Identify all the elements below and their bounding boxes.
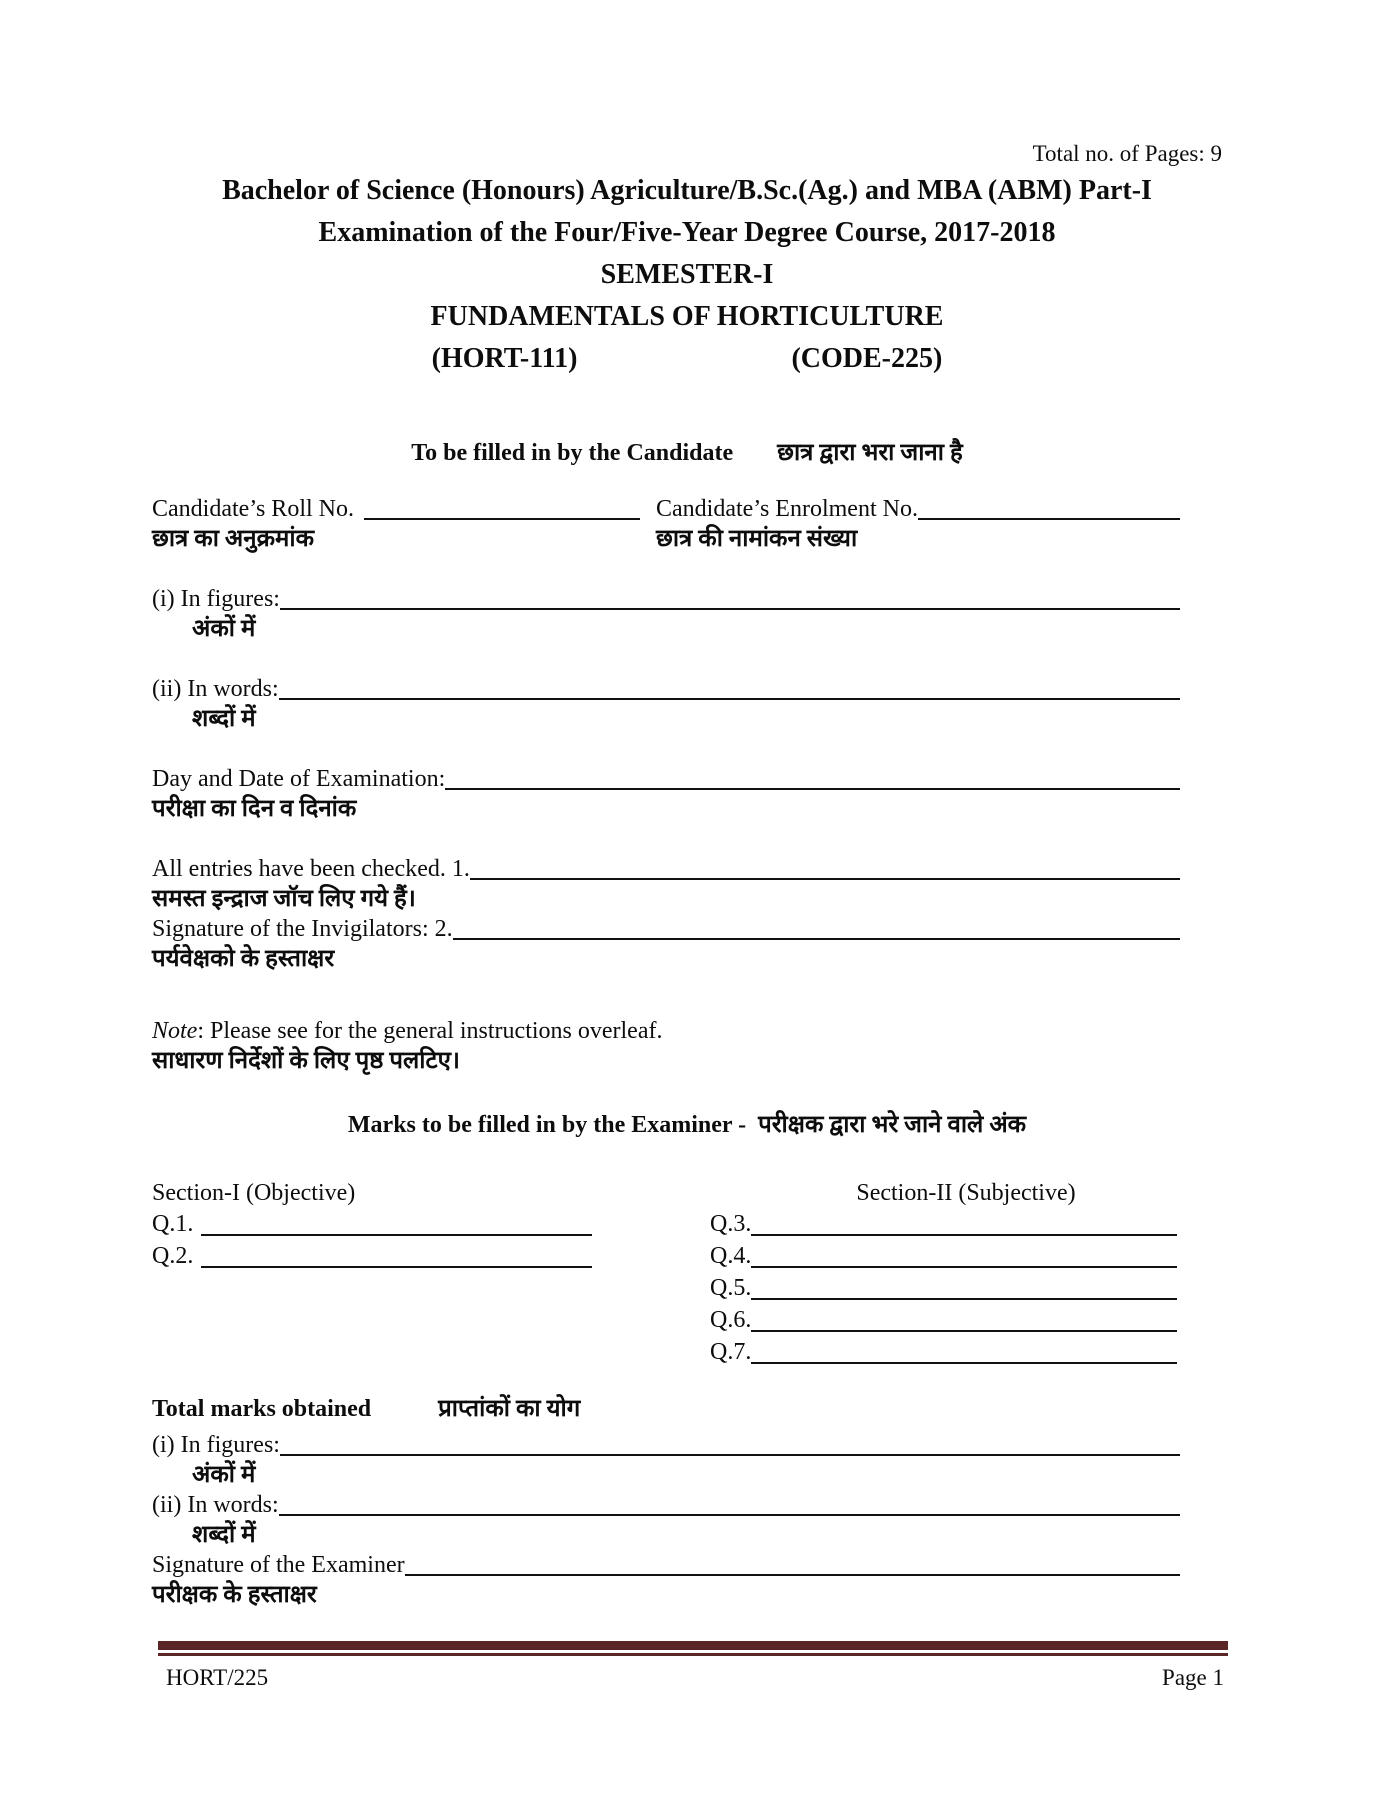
day-date-block: [152, 764, 1222, 824]
roll-no-blank-line: [364, 518, 640, 520]
footer-doc-code: HORT/225: [166, 1665, 269, 1690]
q1-label: Q.1.: [152, 1211, 194, 1237]
candidate-section-heading: [152, 438, 1222, 468]
total-pages-label: Total no. of Pages: 9: [1032, 141, 1222, 166]
roll-in-figures-label-hi: अंकों में: [192, 616, 256, 642]
examiner-signature-row: [152, 1550, 1222, 1580]
total-in-figures-blank-line: [280, 1454, 1180, 1456]
section-1-title: Section-I (Objective): [152, 1180, 356, 1206]
subject-title: FUNDAMENTALS OF HORTICULTURE: [430, 301, 944, 332]
candidate-heading-en: To be filled in by the Candidate: [411, 440, 734, 466]
total-marks-block: [152, 1394, 1222, 1610]
page-footer: [158, 1641, 1228, 1692]
q2-row: [152, 1240, 592, 1272]
semester-title: SEMESTER-I: [600, 259, 774, 290]
footer-text-row: [158, 1664, 1228, 1692]
roll-in-figures-block: [152, 584, 1222, 644]
q2-label: Q.2.: [152, 1243, 194, 1269]
footer-rule-thick: [158, 1641, 1228, 1650]
note-word: Note: [152, 1018, 198, 1044]
q4-blank-line: [751, 1266, 1177, 1268]
entries-checked-row: [152, 854, 1222, 884]
q1-blank-line: [201, 1234, 592, 1236]
invigilator-signature-row: [152, 914, 1222, 944]
q3-label: Q.3.: [710, 1211, 752, 1237]
roll-no-label: Candidate’s Roll No.: [152, 496, 354, 522]
q3-blank-line: [751, 1234, 1177, 1236]
q6-label: Q.6.: [710, 1307, 752, 1333]
roll-enrolment-row: [152, 494, 1222, 554]
total-in-words-label-hi: शब्दों में: [192, 1522, 256, 1548]
day-date-label: Day and Date of Examination:: [152, 766, 446, 792]
note-block: [152, 1016, 1222, 1076]
roll-in-figures-label: (i) In figures:: [152, 586, 280, 612]
invigilator1-blank-line: [470, 878, 1180, 880]
day-date-blank-line: [445, 788, 1180, 790]
section-1-column: [152, 1178, 710, 1368]
q5-blank-line: [751, 1298, 1177, 1300]
day-date-row: [152, 764, 1222, 794]
total-marks-label-en: Total marks obtained: [152, 1396, 372, 1422]
roll-in-words-label-hi: शब्दों में: [192, 706, 256, 732]
q3-row: [710, 1208, 1222, 1240]
note-line: [152, 1016, 1222, 1046]
roll-in-words-block: [152, 674, 1222, 734]
entries-checked-label-hi: समस्त इन्द्राज जॉच लिए गये हैं।: [152, 886, 416, 912]
roll-no-row: [152, 494, 656, 524]
roll-in-words-blank-line: [279, 698, 1180, 700]
total-marks-heading: [152, 1394, 1222, 1424]
examiner-signature-label-hi: परीक्षक के हस्ताक्षर: [152, 1582, 317, 1608]
total-in-words-blank-line: [279, 1514, 1180, 1516]
total-in-words-row: [152, 1490, 1222, 1520]
q4-row: [710, 1240, 1222, 1272]
footer-rule-thin: [158, 1653, 1228, 1656]
degree-title-line1: Bachelor of Science (Honours) Agriculture/B.Sc.(Ag.) and MBA (ABM) Part-I: [222, 175, 1152, 206]
examiner-heading-hi: परीक्षक द्वारा भरे जाने वाले अंक: [758, 1112, 1027, 1138]
roll-no-label-hi: छात्र का अनुक्रमांक: [152, 526, 315, 552]
q4-label: Q.4.: [710, 1243, 752, 1269]
enrolment-no-label-hi: छात्र की नामांकन संख्या: [656, 526, 858, 552]
enrolment-no-blank-line: [918, 518, 1180, 520]
paper-code: (CODE-225): [791, 343, 943, 374]
total-in-words-label: (ii) In words:: [152, 1492, 279, 1518]
invigilator2-blank-line: [453, 938, 1180, 940]
title-block: [152, 170, 1222, 380]
q7-row: [710, 1336, 1222, 1368]
roll-in-words-label: (ii) In words:: [152, 676, 279, 702]
page-content: [152, 140, 1222, 1610]
q1-row: [152, 1208, 592, 1240]
total-marks-label-hi: प्राप्तांकों का योग: [438, 1396, 581, 1422]
q7-label: Q.7.: [710, 1339, 752, 1365]
candidate-heading-hi: छात्र द्वारा भरा जाना है: [777, 440, 963, 466]
q5-label: Q.5.: [710, 1275, 752, 1301]
invigilator-signature-label-hi: पर्यवेक्षको के हस्ताक्षर: [152, 946, 335, 972]
roll-in-words-row: [152, 674, 1222, 704]
examiner-signature-blank-line: [405, 1574, 1180, 1576]
roll-in-figures-row: [152, 584, 1222, 614]
enrolment-no-label: Candidate’s Enrolment No.: [656, 496, 918, 522]
q7-blank-line: [751, 1362, 1177, 1364]
q5-row: [710, 1272, 1222, 1304]
q6-row: [710, 1304, 1222, 1336]
total-in-figures-label-hi: अंकों में: [192, 1462, 256, 1488]
entries-checked-block: [152, 854, 1222, 974]
total-in-figures-row: [152, 1430, 1222, 1460]
examiner-heading-en: Marks to be filled in by the Examiner -: [347, 1112, 747, 1138]
invigilator-signature-label: Signature of the Invigilators: 2.: [152, 916, 453, 942]
footer-page-number: Page 1: [1162, 1665, 1224, 1690]
examiner-signature-label: Signature of the Examiner: [152, 1552, 405, 1578]
enrolment-no-row: [656, 494, 1222, 524]
examiner-section-heading: [152, 1110, 1222, 1140]
roll-in-figures-blank-line: [280, 608, 1180, 610]
note-text: : Please see for the general instructions overleaf.: [197, 1018, 663, 1044]
day-date-label-hi: परीक्षा का दिन व दिनांक: [152, 796, 357, 822]
note-text-hi: साधारण निर्देशों के लिए पृष्ठ पलटिए।: [152, 1048, 460, 1074]
entries-checked-label: All entries have been checked. 1.: [152, 856, 470, 882]
section-2-column: [710, 1178, 1222, 1368]
total-in-figures-label: (i) In figures:: [152, 1432, 280, 1458]
degree-title-line2: Examination of the Four/Five-Year Degree Course, 2017-2018: [318, 217, 1056, 248]
course-code: (HORT-111): [431, 343, 578, 374]
section-2-title: Section-II (Subjective): [856, 1180, 1076, 1206]
q6-blank-line: [751, 1330, 1177, 1332]
q2-blank-line: [201, 1266, 592, 1268]
code-line: [152, 338, 1222, 380]
marks-sections-grid: [152, 1178, 1222, 1368]
